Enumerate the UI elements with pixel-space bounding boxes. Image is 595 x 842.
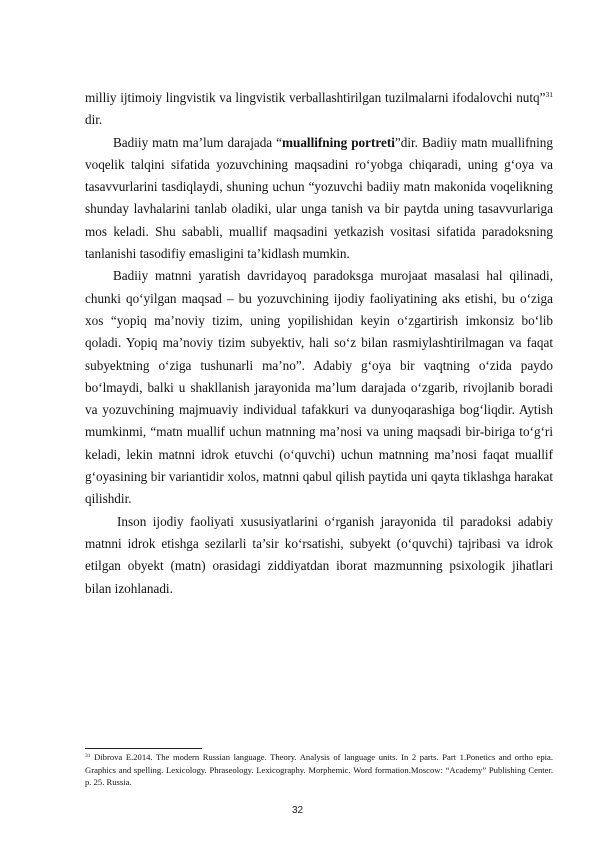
paragraph-text: Badiiy matn ma’lum darajada “	[113, 134, 282, 150]
footnote	[85, 751, 553, 789]
page-body	[85, 87, 553, 600]
paragraph-text-end: dir.	[85, 112, 103, 128]
bold-term: muallifning portreti	[282, 134, 395, 150]
page-number: 32	[291, 805, 304, 816]
footnote-reference[interactable]: 31	[545, 90, 553, 99]
footnote-text: Dibrova E.2014. The modern Russian language. Theory. Analysis of language units. In 2 parts. Part 1.Ponetics and ortho epia. Graphics and spelling. Lexicology. Phraseology. Lexicography. Morphemic. Word formation.Moscow: “Academy” Publishing Center. p. 25. Russia.	[85, 752, 553, 788]
footnote-separator	[85, 748, 202, 749]
paragraph-author-portrait	[85, 132, 553, 266]
paragraph-text: milliy ijtimoiy lingvistik va lingvistik verballashtirilgan tuzilmalarni ifodalovchi nutq”	[85, 90, 546, 105]
paragraph-language-paradox: Inson ijodiy faoliyati xususiyatlarini o‘rganish jarayonida til paradoksi adabiy matnni idrok etishga sezilarli ta’sir ko‘rsatishi, subyekt (o‘quvchi) tajribasi va idrok etilgan obyekt (matn) orasidagi ziddiyatdan iborat mazmunning psixologik jihatlari bilan izohlanadi.	[85, 513, 553, 596]
paragraph-continuation	[85, 87, 553, 132]
paragraph-text-end: ”dir. Badiiy matn muallifning voqelik talqini sifatida yozuvchining maqsadini ro‘yobga chiqaradi, uning g‘oya va tasavvurlarini tasdiqlaydi, shuning uchun “yozuvchi badiiy matn makonida voqelikning shunday lavhalarini tanlab oladiki, ular unga tanish va bir paytda uning tasavvurlariga mos keladi. Shu sababli, muallif maqsadini yetkazish vositasi sifatida paradoksning tanlanishi tasodifiy emasligini ta’kidlash mumkin.	[85, 134, 553, 262]
paragraph-paradox-creation: Badiiy matnni yaratish davridayoq paradoksga murojaat masalasi hal qilinadi, chunki qo‘yilgan maqsad – bu yozuvchining ijodiy faoliyatining aks etishi, bu o‘ziga xos “yopiq ma’noviy tizim, uning yopilishidan keyin o‘zgartirish imkonsiz bo‘lib qoladi. Yopiq ma’noviy tizim subyektiv, hali so‘z bilan rasmiylashtirilmagan va faqat subyektning o‘ziga tushunarli ma’no”. Adabiy g‘oya bir vaqtning o‘zida paydo bo‘lmaydi, balki u shakllanish jarayonida ma’lum darajada o‘zgarib, rivojlanib boradi va yozuvchining majmuaviy individual tafakkuri va dunyoqarashiga bog‘liqdir. Aytish mumkinmi, “matn muallif uchun matnning ma’nosi va uning maqsadi bir-biriga to‘g‘ri keladi, lekin matnni idrok etuvchi (o‘quvchi) uchun matnning ma’nosi faqat muallif g‘oyasining bir variantidir xolos, matnni qabul qilish paytida uni qayta tiklashga harakat qilishdir.	[85, 268, 553, 507]
footnote-number: 31	[85, 753, 91, 759]
